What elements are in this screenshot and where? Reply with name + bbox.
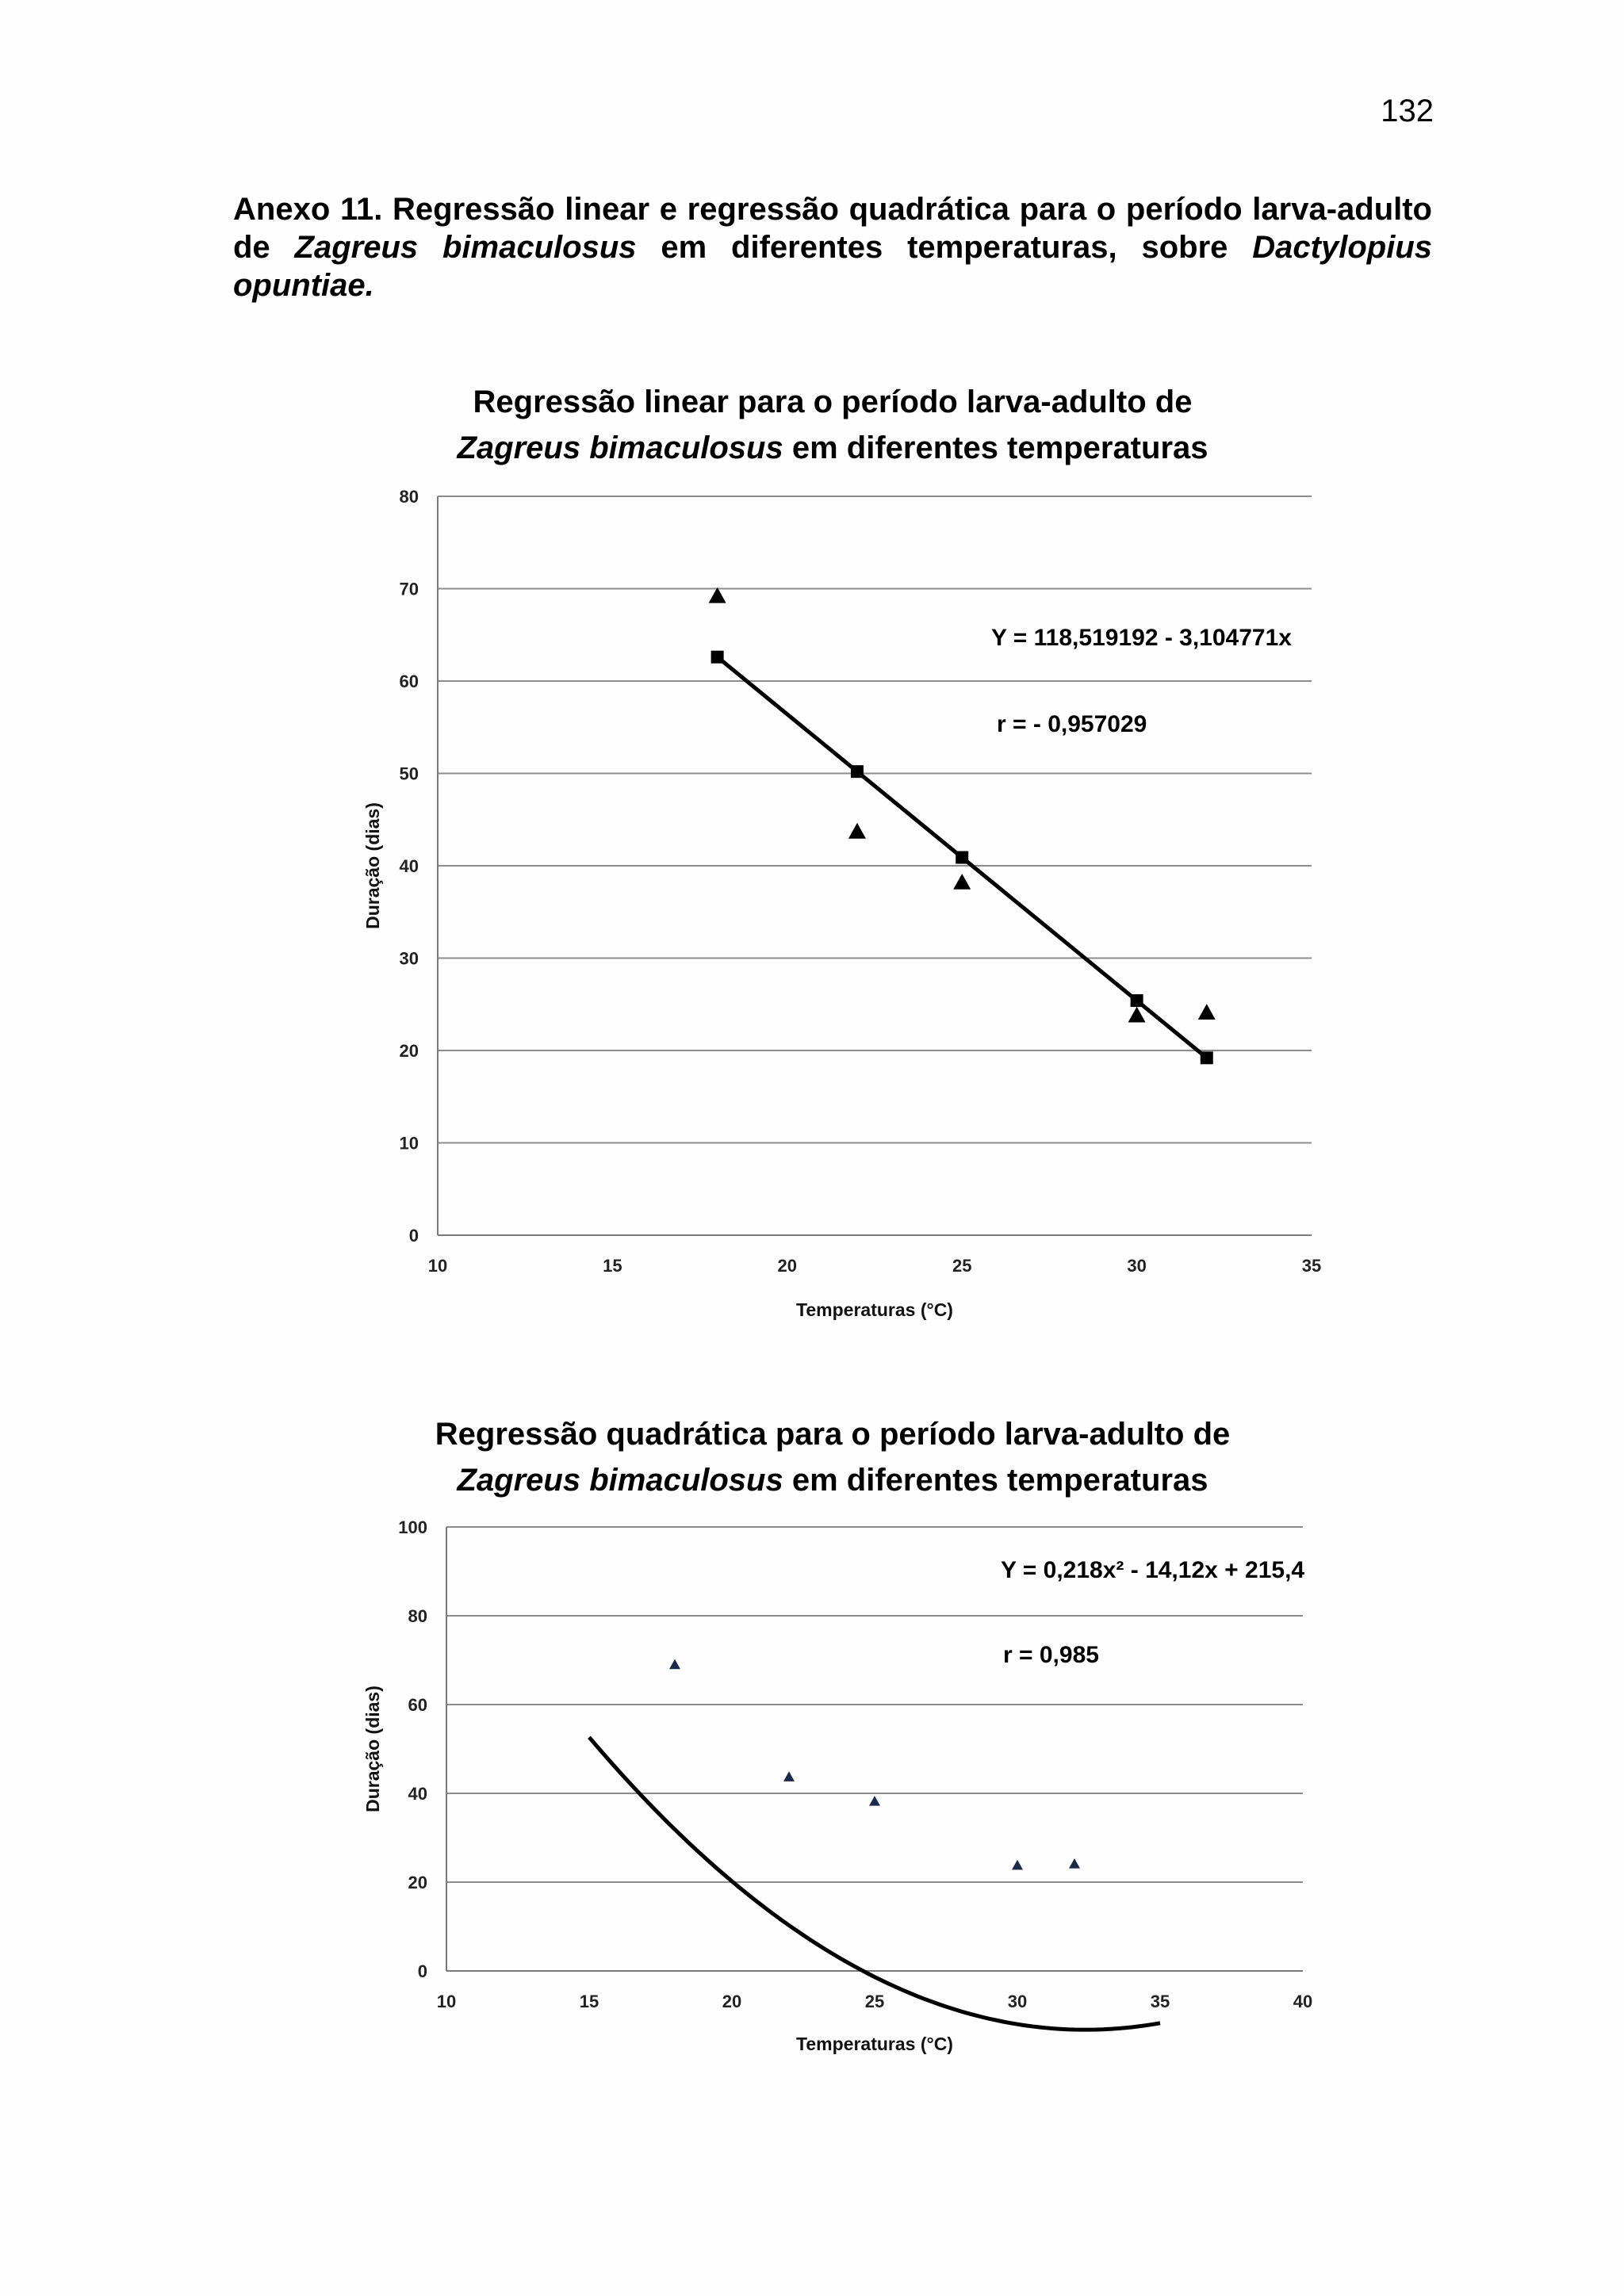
chart2-r-value: r = 0,985: [1003, 1642, 1099, 1668]
chart2-fit-curve: [589, 1737, 1160, 2030]
chart1-r-value: r = - 0,957029: [997, 711, 1147, 737]
chart1-ytick-label: 10: [399, 1133, 419, 1154]
chart2-observed-point: [669, 1659, 680, 1670]
chart1-ytick-label: 80: [399, 487, 419, 507]
chart2-observed-point: [783, 1771, 795, 1781]
chart2-ytick-label: 100: [398, 1517, 427, 1537]
chart2-xtick-label: 40: [1293, 1992, 1313, 2011]
chart1-title: [396, 379, 1269, 471]
chart2-plot: [446, 1527, 1303, 2030]
chart1-xtick-label: 30: [1127, 1256, 1147, 1276]
chart2-observed-point: [1012, 1860, 1023, 1870]
chart1-xtick-label: 15: [603, 1256, 622, 1276]
chart2-ytick-label: 40: [408, 1784, 427, 1804]
chart1-ytick-label: 0: [408, 1226, 419, 1246]
chart1-observed-point: [709, 587, 726, 603]
chart1-ytick-label: 30: [399, 948, 419, 969]
chart1-plot: [438, 496, 1312, 1235]
chart2-ytick-label: 60: [408, 1695, 427, 1715]
chart1-fit-line: [718, 657, 1207, 1058]
chart2-y-axis-label: Duração (dias): [362, 1686, 383, 1812]
chart1-observed-point: [1198, 1004, 1216, 1020]
chart1-fitted-point: [1201, 1051, 1213, 1064]
chart1-ytick-label: 60: [399, 672, 419, 691]
chart2-title-line2: em diferentes temperaturas: [783, 1463, 1208, 1498]
chart2-title: [396, 1411, 1269, 1503]
chart2-ytick-label: 80: [408, 1606, 427, 1626]
caption-species: Zagreus bimaculosus: [294, 230, 637, 265]
chart1-title-line1: Regressão linear para o período larva-adulto de: [473, 385, 1193, 419]
caption-text: Anexo 11. Regressão linear e regressão quadrática para o período larva-adulto de: [233, 192, 1432, 265]
chart1-fitted-point: [1131, 994, 1143, 1007]
chart1-fitted-point: [711, 651, 724, 664]
chart1-equation: Y = 118,519192 - 3,104771x: [991, 625, 1292, 651]
chart1-ytick-label: 20: [399, 1041, 419, 1061]
caption-host: Dactylopius opuntiae.: [233, 230, 1433, 303]
caption-text-2: em diferentes temperaturas, sobre: [636, 230, 1253, 265]
chart1-xtick-label: 10: [427, 1256, 448, 1276]
chart2-ytick-label: 20: [408, 1873, 427, 1892]
chart1-xtick-label: 25: [952, 1256, 972, 1276]
chart2-xtick-label: 20: [722, 1992, 742, 2011]
chart1-ytick-label: 50: [399, 763, 419, 784]
chart2-title-species: Zagreus bimaculosus: [457, 1463, 783, 1498]
chart2-xtick-label: 15: [579, 1992, 599, 2011]
chart2-observed-point: [869, 1796, 880, 1806]
chart2-title-line1: Regressão quadrática para o período larva-adulto de: [435, 1417, 1231, 1452]
chart1-fitted-point: [851, 765, 864, 778]
chart2-x-axis-label: Temperaturas (°C): [796, 2034, 953, 2054]
page-number: 132: [1381, 94, 1434, 128]
chart1-title-species: Zagreus bimaculosus: [457, 430, 783, 465]
chart1-title-line2: em diferentes temperaturas: [783, 430, 1208, 465]
caption: [233, 190, 1432, 304]
chart1-observed-point: [953, 874, 971, 890]
chart1-observed-point: [1128, 1007, 1146, 1023]
chart1-ytick-label: 70: [399, 579, 419, 599]
chart2-xtick-label: 35: [1150, 1992, 1170, 2011]
chart2-observed-point: [1069, 1858, 1080, 1869]
chart2-xtick-label: 10: [436, 1992, 457, 2011]
chart1-y-axis-label: Duração (dias): [362, 802, 383, 929]
chart1-ytick-label: 40: [399, 856, 419, 876]
chart1-xtick-label: 35: [1301, 1256, 1322, 1276]
chart1-x-axis-label: Temperaturas (°C): [796, 1299, 953, 1320]
chart2-xtick-label: 30: [1007, 1992, 1028, 2011]
chart2-xtick-label: 25: [864, 1992, 885, 2011]
chart1-observed-point: [848, 823, 866, 839]
chart1-fitted-point: [956, 851, 968, 864]
chart2-equation: Y = 0,218x² - 14,12x + 215,4: [1001, 1557, 1305, 1583]
chart2-ytick-label: 0: [417, 1961, 427, 1981]
chart1-xtick-label: 20: [777, 1256, 798, 1276]
